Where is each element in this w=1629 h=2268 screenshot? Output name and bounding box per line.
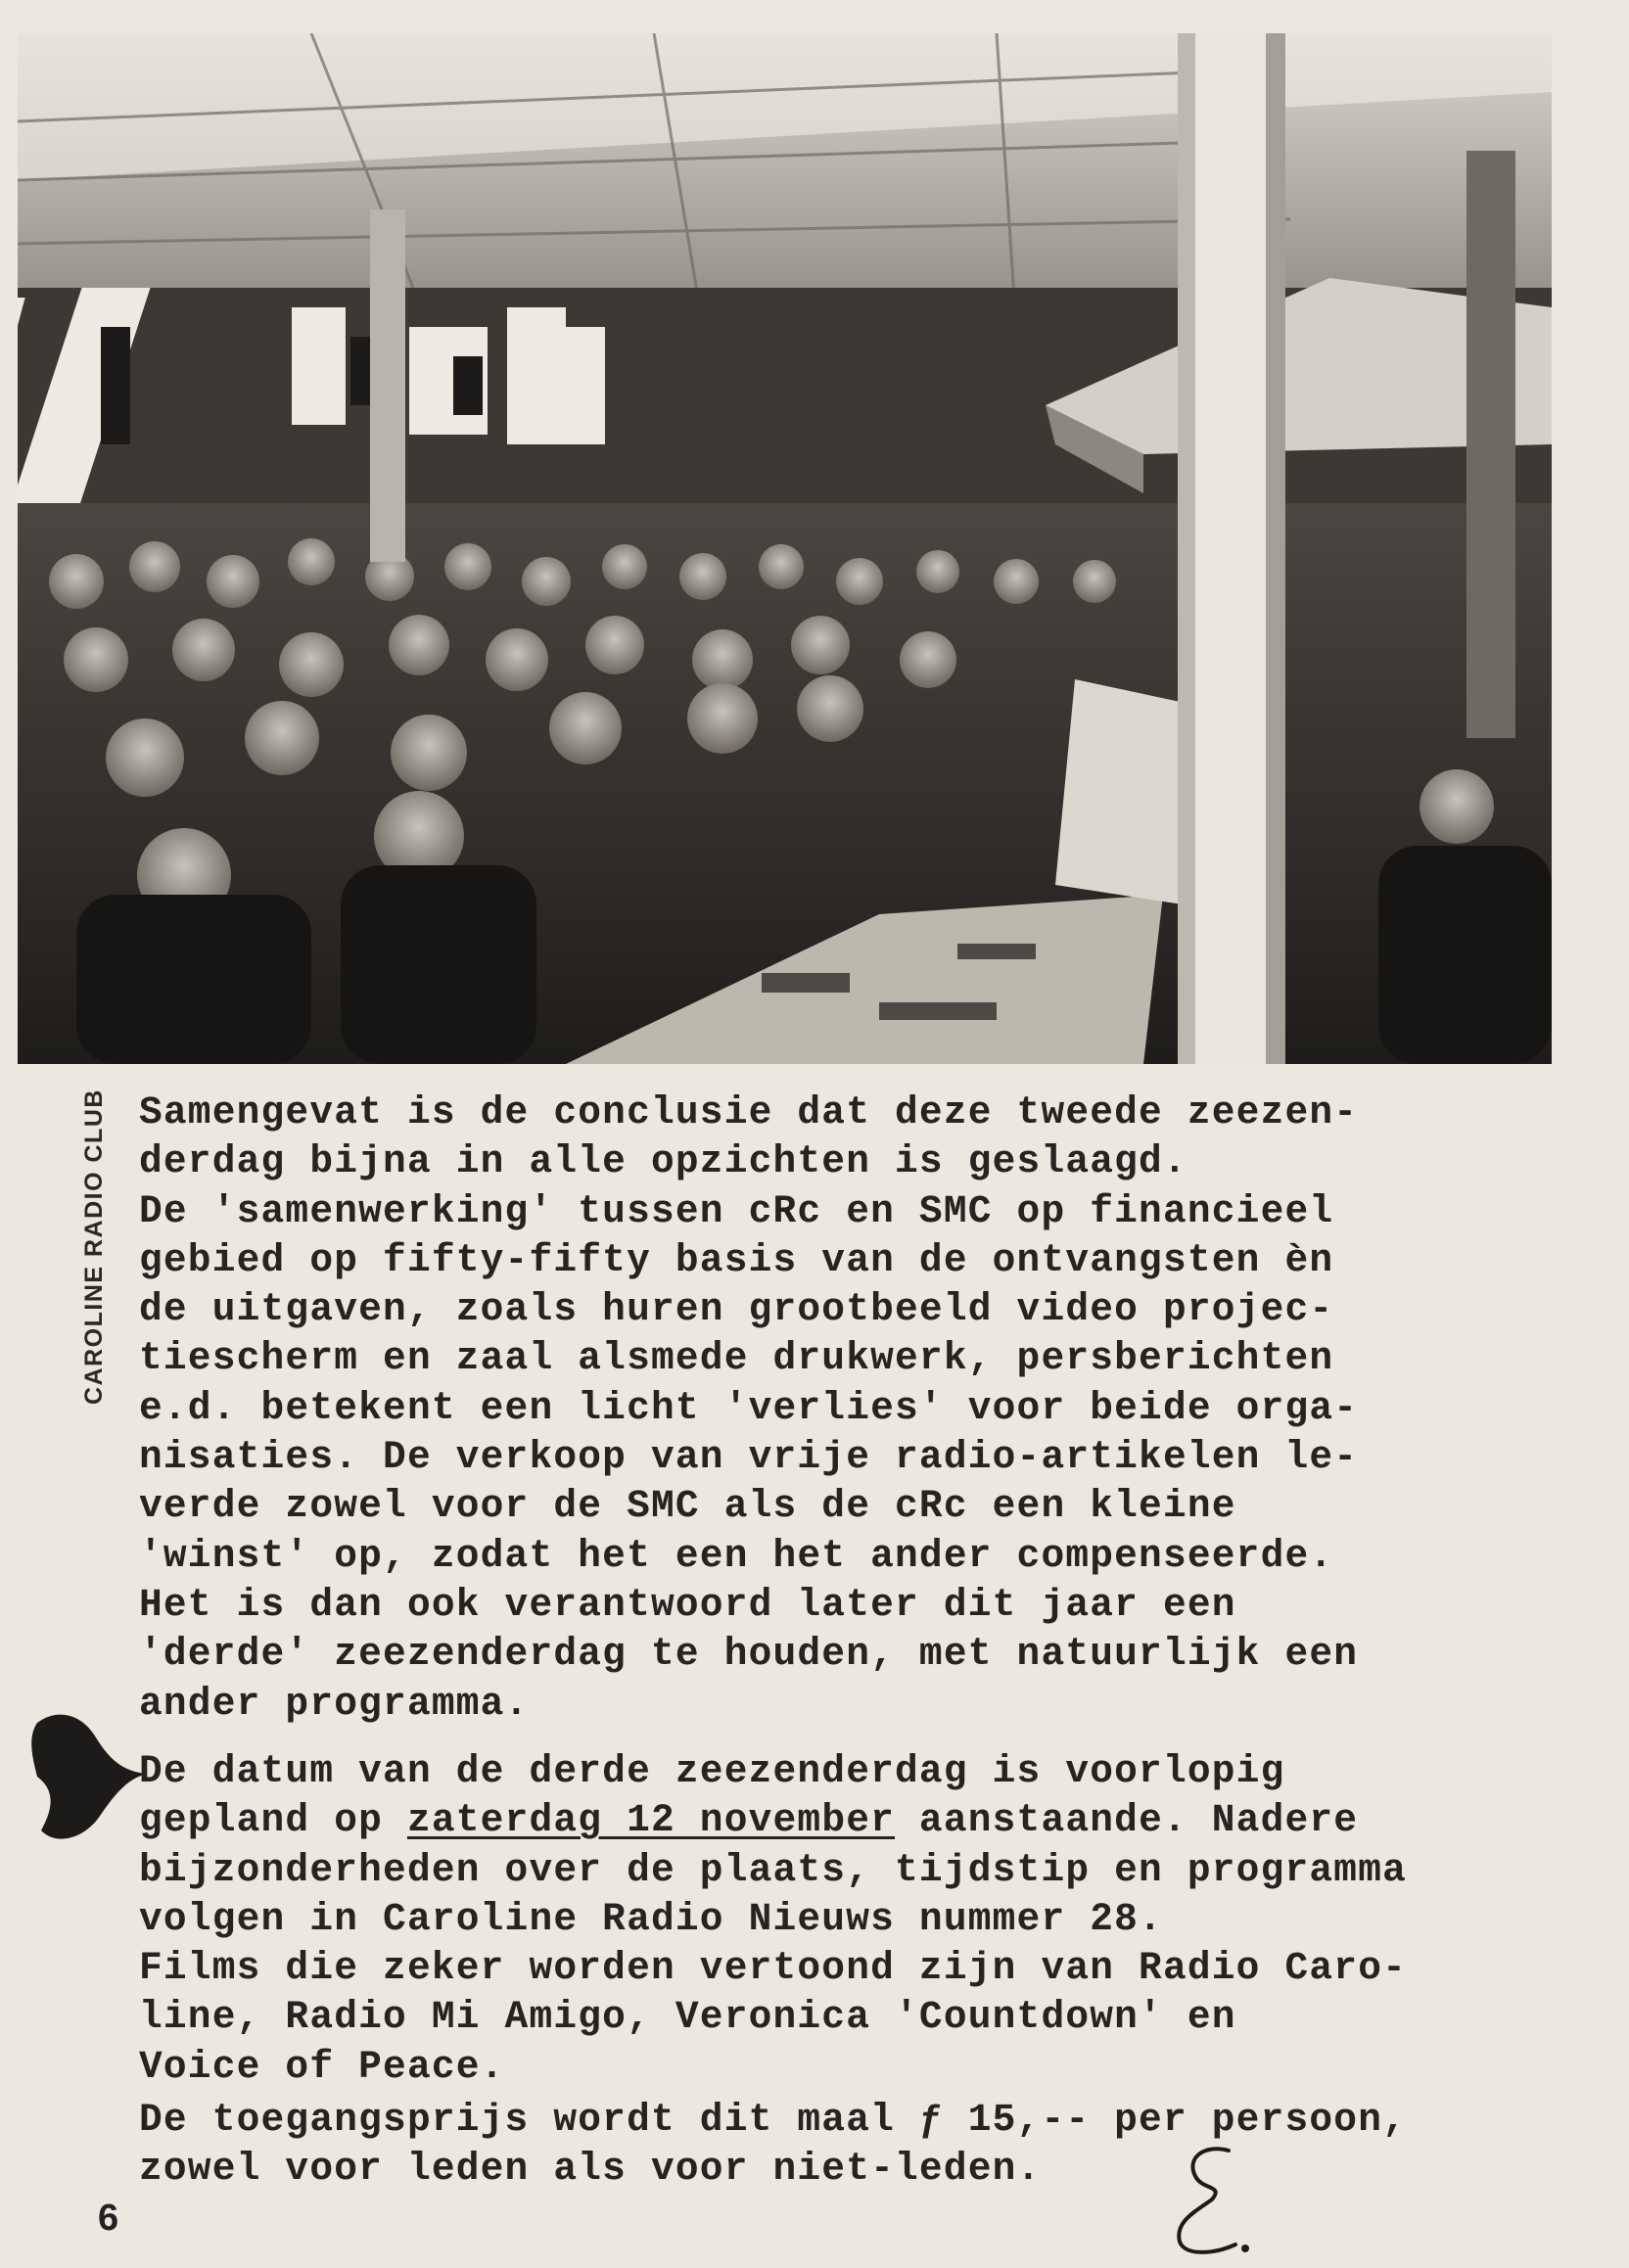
- audience-hall-photo: [18, 33, 1552, 1064]
- text-line: e.d. betekent een licht 'verlies' voor beide orga-: [139, 1385, 1359, 1430]
- handwritten-signature: [1155, 2139, 1263, 2266]
- text-fragment: aanstaande. Nadere: [895, 1798, 1359, 1843]
- text-line: Het is dan ook verantwoord later dit jaar een: [139, 1582, 1236, 1627]
- text-line: line, Radio Mi Amigo, Veronica 'Countdown' en: [139, 1995, 1236, 2040]
- text-line: De toegangsprijs wordt dit maal ƒ 15,-- per persoon,: [139, 2098, 1408, 2143]
- text-line: nisaties. De verkoop van vrije radio-artikelen le-: [139, 1435, 1359, 1480]
- text-line: ander programma.: [139, 1681, 530, 1726]
- pointer-hand-icon: [27, 1703, 155, 1850]
- text-line: zowel voor leden als voor niet-leden.: [139, 2147, 1042, 2192]
- text-line: verde zowel voor de SMC als de cRc een kleine: [139, 1484, 1236, 1529]
- text-line: De 'samenwerking' tussen cRc en SMC op financieel: [139, 1188, 1334, 1233]
- text-line: Voice of Peace.: [139, 2044, 505, 2089]
- text-line: gebied op fifty-fifty basis van de ontvangsten èn: [139, 1237, 1334, 1282]
- text-line: de uitgaven, zoals huren grootbeeld video projec-: [139, 1287, 1334, 1332]
- club-name-vertical-label: CAROLINE RADIO CLUB: [80, 1088, 108, 1405]
- event-photo: [18, 33, 1552, 1064]
- text-fragment: gepland op: [139, 1798, 407, 1843]
- text-line: 'derde' zeezenderdag te houden, met natuurlijk een: [139, 1632, 1359, 1677]
- article-paragraph-1: [139, 1088, 1505, 1729]
- text-line: tiescherm en zaal alsmede drukwerk, persberichten: [139, 1336, 1334, 1381]
- text-line: Samengevat is de conclusie dat deze tweede zeezen-: [139, 1090, 1359, 1134]
- event-date: zaterdag 12 november: [406, 1798, 896, 1843]
- text-line: Films die zeker worden vertoond zijn van Radio Caro-: [139, 1946, 1408, 1991]
- text-line: volgen in Caroline Radio Nieuws nummer 28.: [139, 1896, 1163, 1941]
- page-number: 6: [98, 2198, 119, 2239]
- article-paragraph-2: [139, 1747, 1529, 2195]
- text-line: 'winst' op, zodat het een het ander compenseerde.: [139, 1533, 1334, 1578]
- text-line: derdag bijna in alle opzichten is geslaagd.: [139, 1139, 1187, 1184]
- text-line-with-date: [139, 1796, 1529, 1845]
- text-line: De datum van de derde zeezenderdag is voorlopig: [139, 1749, 1285, 1793]
- text-line: bijzonderheden over de plaats, tijdstip en programma: [139, 1847, 1408, 1892]
